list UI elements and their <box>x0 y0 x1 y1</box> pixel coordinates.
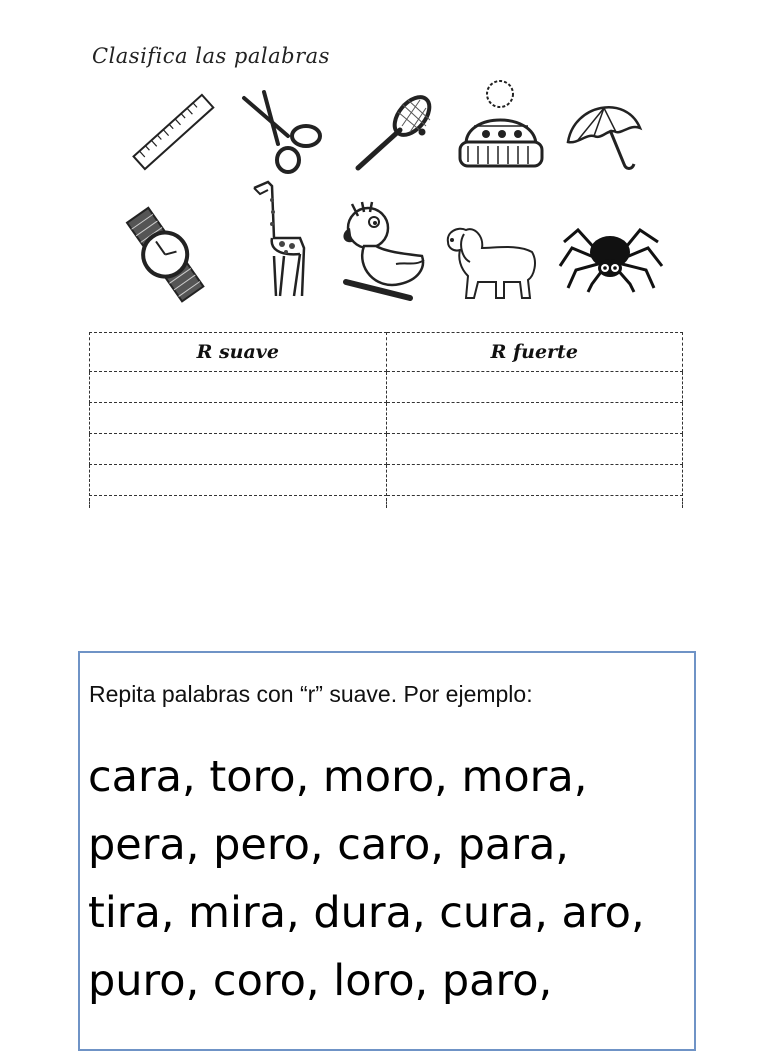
answer-cell[interactable] <box>386 403 683 434</box>
wristwatch-icon <box>124 206 208 300</box>
wool-hat-icon <box>456 78 546 174</box>
word-line: tira, mira, dura, cura, aro, <box>88 888 645 938</box>
umbrella-icon <box>564 98 644 176</box>
answer-cell[interactable] <box>386 372 683 403</box>
table-row <box>90 403 683 434</box>
answer-cell[interactable] <box>386 434 683 465</box>
table-continuation <box>89 498 683 508</box>
table-row <box>90 465 683 496</box>
worksheet-title: Clasifica las palabras <box>92 44 330 68</box>
table-row <box>90 372 683 403</box>
giraffe-icon <box>250 176 314 300</box>
answer-cell[interactable] <box>90 372 387 403</box>
column-header-r-suave: R suave <box>90 333 387 372</box>
table-row <box>90 434 683 465</box>
racket-icon <box>350 92 440 172</box>
dog-icon <box>444 218 540 300</box>
scissors-icon <box>236 88 326 176</box>
answer-cell[interactable] <box>90 434 387 465</box>
word-line: puro, coro, loro, paro, <box>88 956 553 1006</box>
word-list <box>88 743 645 1015</box>
answer-cell[interactable] <box>90 465 387 496</box>
practice-box <box>78 651 696 1051</box>
column-header-r-fuerte: R fuerte <box>386 333 683 372</box>
parrot-icon <box>336 198 432 302</box>
answer-cell[interactable] <box>386 465 683 496</box>
answer-cell[interactable] <box>90 403 387 434</box>
classification-table <box>89 332 683 508</box>
word-line: cara, toro, moro, mora, <box>88 752 588 802</box>
word-line: pera, pero, caro, para, <box>88 820 569 870</box>
practice-instruction: Repita palabras con “r” suave. Por ejemplo: <box>89 681 533 707</box>
spider-icon <box>558 222 666 292</box>
ruler-icon <box>128 88 218 178</box>
